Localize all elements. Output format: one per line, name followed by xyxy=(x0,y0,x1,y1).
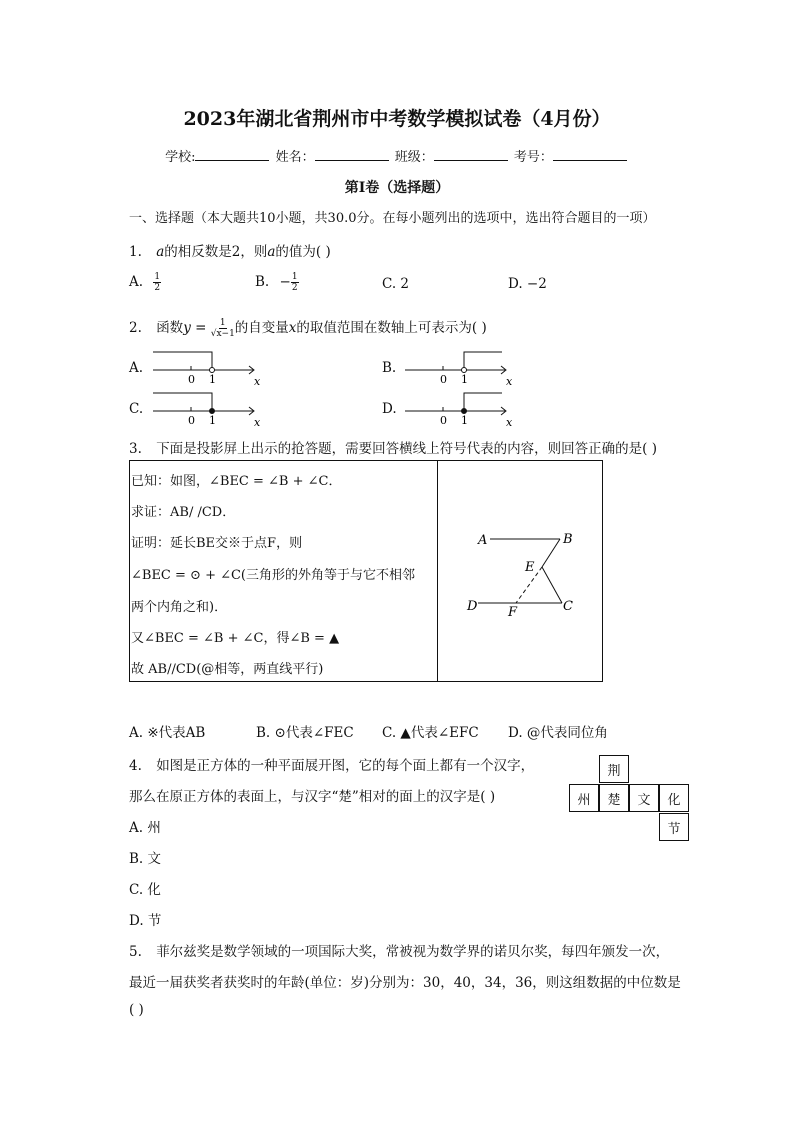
q4-number: 4. xyxy=(129,758,142,774)
q4-option-b[interactable]: B. 文 xyxy=(129,851,162,867)
q2-number-line-d xyxy=(402,389,517,429)
point-b-label: B xyxy=(563,532,573,547)
class-label: 班级： xyxy=(394,150,434,165)
q4-line-1: 如图是正方体的一种平面展开图，它的每个面上都有一个汉字， xyxy=(156,758,535,774)
q4-option-c[interactable]: C. 化 xyxy=(129,882,161,898)
q3-line-4: ∠BEC = ⊙ + ∠C(三角形的外角等于与它不相邻 xyxy=(131,568,416,583)
q2-y-eq: y = xyxy=(183,320,211,336)
q2-b-axis-x: x xyxy=(506,375,513,388)
q1-b-num: 1 xyxy=(291,272,298,282)
q3-option-b[interactable]: B. ⊙代表∠FEC xyxy=(256,725,354,741)
cube-cell-top: 荆 xyxy=(599,755,629,783)
q2-c-tick-0: 0 xyxy=(188,414,195,427)
q3-box-divider xyxy=(437,461,438,681)
q2-d-tick-1: 1 xyxy=(461,414,468,427)
exam-title: 2023年湖北省荆州市中考数学模拟试卷（4月份） xyxy=(183,108,611,130)
point-a-label: A xyxy=(478,533,488,548)
cube-cell-r2: 楚 xyxy=(599,784,629,812)
q3-line-5: 两个内角之和)． xyxy=(131,600,228,615)
q4-option-a[interactable]: A. 州 xyxy=(129,820,161,836)
q1-a-fraction xyxy=(153,272,161,293)
q1-option-b[interactable] xyxy=(255,272,299,293)
q2-b-tick-0: 0 xyxy=(440,373,447,386)
q2-c-tick-1: 1 xyxy=(209,414,216,427)
q3-number: 3. xyxy=(129,441,142,457)
q3-line-6: 又∠BEC = ∠B + ∠C，得∠B = ▲ xyxy=(131,631,340,646)
q3-line-7: 故 AB//CD(@相等，两直线平行) xyxy=(131,662,324,677)
student-info-line xyxy=(0,146,794,165)
q2-var: x xyxy=(288,320,297,336)
q4-line-2: 那么在原正方体的表面上，与汉字“楚”相对的面上的汉字是( ) xyxy=(129,789,496,805)
q3-option-c[interactable]: C. ▲代表∠EFC xyxy=(382,725,479,741)
q3-line-1: 已知：如图，∠BEC = ∠B + ∠C． xyxy=(131,474,342,489)
q2-number: 2. xyxy=(129,320,142,336)
q1-a-label: A. xyxy=(129,274,144,290)
q3-option-a[interactable]: A. ※代表AB xyxy=(129,725,206,741)
q2-text-a: 函数 xyxy=(156,320,184,336)
exam-no-blank xyxy=(553,148,627,161)
question-2 xyxy=(129,316,487,339)
q2-d-tick-0: 0 xyxy=(440,414,447,427)
q3-line-2: 求证：AB/ /CD． xyxy=(131,505,236,520)
question-3 xyxy=(129,437,657,457)
segment-be xyxy=(542,539,560,567)
q1-number: 1. xyxy=(129,244,142,260)
q5-line-3: ( ) xyxy=(129,1002,144,1018)
point-e-label: E xyxy=(525,560,535,575)
name-blank xyxy=(315,148,389,161)
q2-option-b-label[interactable]: B. xyxy=(382,360,397,376)
q1-b-den: 2 xyxy=(291,283,298,293)
q2-number-line-b xyxy=(402,348,517,388)
q2-text-b: 的自变量 xyxy=(234,320,289,336)
q3-option-d[interactable]: D. @代表同位角 xyxy=(508,725,608,741)
q1-text-a: 的相反数是2，则 xyxy=(164,244,268,260)
point-d-label: D xyxy=(467,599,478,614)
q2-option-a-label[interactable]: A. xyxy=(129,360,144,376)
q1-option-c[interactable]: C. 2 xyxy=(382,276,410,292)
q2-b-tick-1: 1 xyxy=(461,373,468,386)
section-title: 一、选择题（本大题共10小题，共30.0分。在每小题列出的选项中，选出符合题目的一项） xyxy=(129,211,656,226)
cube-cell-r3: 文 xyxy=(629,784,659,812)
q2-option-c-label[interactable]: C. xyxy=(129,401,144,417)
q2-c-axis-x: x xyxy=(254,416,261,429)
cube-cell-r1: 州 xyxy=(569,784,599,812)
question-1 xyxy=(129,240,331,260)
school-blank xyxy=(195,148,269,161)
q2-frac-num: 1 xyxy=(219,318,226,328)
exam-no-label: 考号： xyxy=(513,150,553,165)
q2-fraction xyxy=(211,318,235,339)
question-4 xyxy=(129,754,534,774)
q5-line-2: 最近一届获奖者获奖时的年龄(单位：岁)分别为：30，40，34，36，则这组数据的中位数是 xyxy=(129,975,681,991)
q2-number-line-c xyxy=(150,389,265,429)
q4-option-d[interactable]: D. 节 xyxy=(129,913,162,929)
q2-a-tick-0: 0 xyxy=(188,373,195,386)
name-label: 姓名： xyxy=(275,150,315,165)
q1-b-fraction xyxy=(291,272,299,293)
q1-var: a xyxy=(156,244,165,260)
part-title: 第Ⅰ卷（选择题） xyxy=(344,180,450,196)
q1-a-den: 2 xyxy=(154,283,161,293)
q1-text-b: 的值为( ) xyxy=(275,244,331,260)
q1-b-label: B. xyxy=(255,274,270,290)
q5-line-1: 菲尔兹奖是数学领域的一项国际大奖，常被视为数学界的诺贝尔奖，每四年颁发一次， xyxy=(156,944,670,960)
q2-frac-den: √x−1 xyxy=(210,329,235,339)
cube-cell-r4: 化 xyxy=(659,784,689,812)
q1-option-a[interactable] xyxy=(129,272,161,293)
point-c-label: C xyxy=(563,599,573,614)
q3-line-3: 证明：延长BE交※于点F，则 xyxy=(131,536,303,551)
q3-problem-box xyxy=(129,460,603,682)
point-f-label: F xyxy=(508,605,518,620)
q2-d-axis-x: x xyxy=(506,416,513,429)
q1-var-2: a xyxy=(267,244,276,260)
q2-number-line-a xyxy=(150,348,265,388)
q1-b-sign: − xyxy=(279,274,291,290)
q5-number: 5. xyxy=(129,944,142,960)
q2-text-c: 的取值范围在数轴上可表示为( ) xyxy=(296,320,487,336)
q2-option-d-label[interactable]: D. xyxy=(382,401,397,417)
q2-a-axis-x: x xyxy=(254,375,261,388)
q3-text: 下面是投影屏上出示的抢答题，需要回答横线上符号代表的内容，则回答正确的是( ) xyxy=(156,441,658,457)
q3-geometry-figure xyxy=(450,521,590,621)
question-5 xyxy=(129,940,669,960)
q1-option-d[interactable]: D. −2 xyxy=(508,276,547,292)
q2-a-tick-1: 1 xyxy=(209,373,216,386)
segment-ec xyxy=(542,567,562,603)
school-label: 学校: xyxy=(165,150,196,165)
class-blank xyxy=(434,148,508,161)
cube-cell-bottom: 节 xyxy=(659,813,689,841)
q1-a-num: 1 xyxy=(154,272,161,282)
